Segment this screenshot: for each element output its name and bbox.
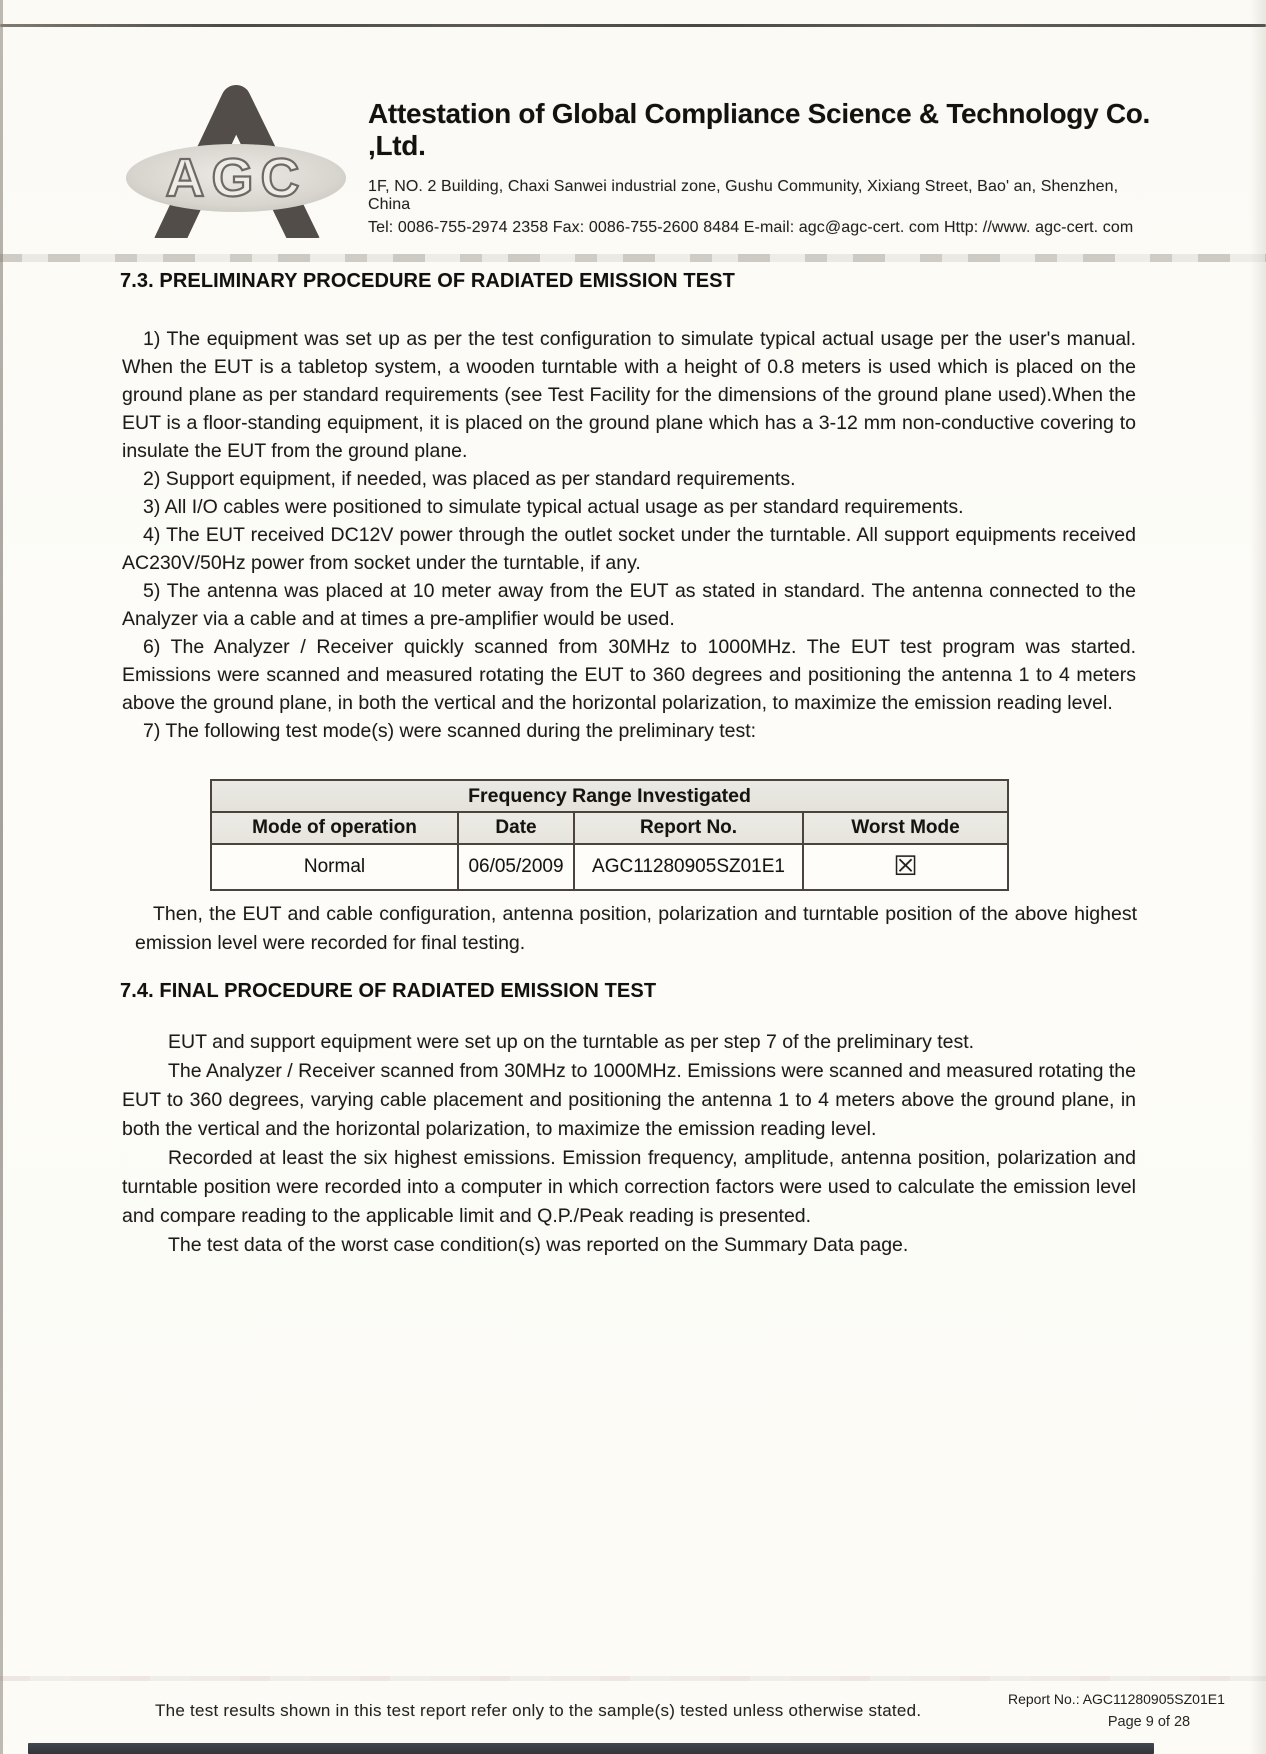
section-heading-7-4: 7.4. FINAL PROCEDURE OF RADIATED EMISSION TEST (120, 980, 657, 1002)
letterhead (368, 98, 1152, 237)
frequency-range-table (210, 779, 1009, 891)
checked-checkbox-icon: ☒ (893, 851, 918, 882)
preliminary-procedure-list (122, 325, 1136, 775)
footer-disclaimer: The test results shown in this test report refer only to the sample(s) tested unless otherwise stated. (155, 1701, 922, 1720)
header-separator (0, 254, 1266, 262)
list-item: 5) The antenna was placed at 10 meter away from the EUT as stated in standard. The antenna connected to the Analyzer via a cable and at times a pre-amplifier would be used. (122, 580, 1136, 630)
list-item: 2) Support equipment, if needed, was placed as per standard requirements. (143, 468, 796, 490)
cell-report-no: AGC11280905SZ01E1 (574, 844, 803, 890)
col-header-date: Date (458, 812, 574, 844)
final-procedure-paragraphs (122, 1028, 1136, 1260)
list-item: 4) The EUT received DC12V power through the outlet socket under the turntable. All support equipments received AC230V/50Hz power from socket under the turntable, if any. (122, 524, 1136, 574)
col-header-worst-mode: Worst Mode (803, 812, 1008, 844)
scan-bottom-edge (28, 1743, 1154, 1754)
list-item: 7) The following test mode(s) were scanned during the preliminary test: (143, 720, 757, 742)
company-name: Attestation of Global Compliance Science & Technology Co. ,Ltd. (368, 98, 1151, 161)
col-header-mode-of-operation: Mode of operation (211, 812, 458, 844)
after-table-note: Then, the EUT and cable configuration, antenna position, polarization and turntable position of the above highest emission level were recorded for final testing. (135, 903, 1137, 954)
cell-worst-mode (803, 844, 1008, 890)
scan-right-shade (1250, 0, 1266, 1754)
scan-top-edge (0, 24, 1266, 27)
table-title-row (211, 780, 1008, 812)
table-header-row (211, 812, 1008, 844)
footer-report-info (1008, 1691, 1230, 1730)
agc-logo-icon (118, 82, 354, 238)
footer-separator (0, 1676, 1266, 1681)
company-address: 1F, NO. 2 Building, Chaxi Sanwei industrial zone, Gushu Community, Xixiang Street, Bao' an, Shenzhen, China (368, 178, 1119, 213)
paragraph: The Analyzer / Receiver scanned from 30MHz to 1000MHz. Emissions were scanned and measured rotating the EUT to 360 degrees, varying cable placement and positioning the antenna 1 to 4 meters above the ground plane, in both the vertical and the horizontal polarization, to maximize the emission reading level. (122, 1060, 1136, 1140)
logo-letters: AGC (165, 148, 307, 208)
paragraph: The test data of the worst case condition(s) was reported on the Summary Data page. (168, 1234, 909, 1256)
cell-date: 06/05/2009 (458, 844, 574, 890)
paragraph: Recorded at least the six highest emissions. Emission frequency, amplitude, antenna position, polarization and turntable position were recorded into a computer in which correction factors were used to calculate the emission level and compare reading to the applicable limit and Q.P./Peak reading is presented. (122, 1147, 1136, 1227)
scan-left-edge (0, 0, 3, 1754)
footer-page-number: Page 9 of 28 (1107, 1714, 1191, 1730)
table-row (211, 844, 1008, 890)
list-item: 6) The Analyzer / Receiver quickly scanned from 30MHz to 1000MHz. The EUT test program was started. Emissions were scanned and measured rotating the EUT to 360 degrees and positioning the antenna 1 to 4 meters above the ground plane, in both the vertical and the horizontal polarization, to maximize the emission reading level. (122, 636, 1136, 714)
paragraph: EUT and support equipment were set up on the turntable as per step 7 of the preliminary test. (168, 1031, 975, 1053)
cell-mode-of-operation: Normal (211, 844, 458, 890)
footer-report-no: Report No.: AGC11280905SZ01E1 (1008, 1691, 1225, 1707)
col-header-report-no: Report No. (574, 812, 803, 844)
table-title: Frequency Range Investigated (211, 780, 1008, 812)
list-item: 3) All I/O cables were positioned to simulate typical actual usage as per standard requirements. (143, 496, 964, 518)
section-heading-7-3: 7.3. PRELIMINARY PROCEDURE OF RADIATED EMISSION TEST (120, 270, 735, 292)
company-contact: Tel: 0086-755-2974 2358 Fax: 0086-755-2600 8484 E-mail: agc@agc-cert. com Http: //www. agc-cert. com (368, 219, 1134, 236)
list-item: 1) The equipment was set up as per the test configuration to simulate typical actual usage per the user's manual. When the EUT is a tabletop system, a wooden turntable with a height of 0.8 meters is used which is placed on the ground plane as per standard requirements (see Test Facility for the dimensions of the ground plane used).When the EUT is a floor-standing equipment, it is placed on the ground plane which has a 3-12 mm non-conductive covering to insulate the EUT from the ground plane. (122, 328, 1136, 462)
